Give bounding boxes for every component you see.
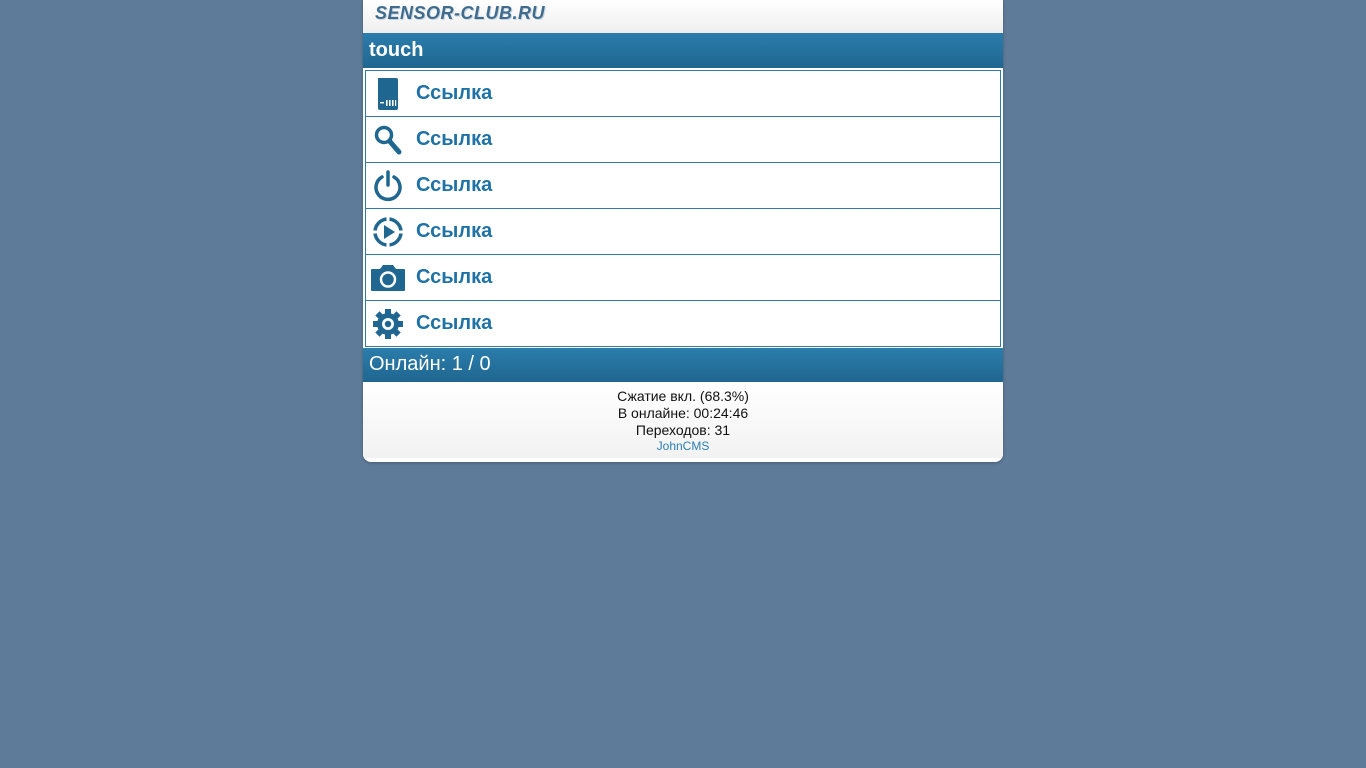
menu-item-label: Ссылка — [416, 312, 493, 334]
play-circle-icon — [370, 214, 406, 250]
compression-status: Сжатие вкл. (68.3%) — [617, 388, 749, 404]
menu-item-search[interactable] — [365, 116, 1001, 163]
power-icon — [370, 168, 406, 204]
menu-item-label: Ссылка — [416, 266, 493, 288]
menu-item-sd-card[interactable] — [365, 70, 1001, 117]
page-title-bar — [363, 33, 1003, 68]
online-count[interactable]: Онлайн: 1 / 0 — [369, 353, 491, 375]
menu-item-settings[interactable] — [365, 300, 1001, 347]
logo-bar — [363, 0, 1003, 33]
online-bar[interactable] — [363, 348, 1003, 382]
page-container — [363, 0, 1003, 462]
search-icon — [370, 122, 406, 158]
menu-item-power[interactable] — [365, 162, 1001, 209]
menu-item-label: Ссылка — [416, 220, 493, 242]
menu-item-play[interactable] — [365, 208, 1001, 255]
camera-icon — [370, 260, 406, 296]
page-title: touch — [369, 39, 424, 61]
johncms-link[interactable]: JohnCMS — [656, 439, 710, 453]
menu-item-label: Ссылка — [416, 82, 493, 104]
footer — [363, 382, 1003, 458]
menu-item-camera[interactable] — [365, 254, 1001, 301]
transitions-count: Переходов: 31 — [635, 422, 731, 438]
menu-item-label: Ссылка — [416, 128, 493, 150]
gear-icon — [370, 306, 406, 342]
sd-card-icon — [370, 76, 406, 112]
site-logo[interactable]: SENSOR-CLUB.RU — [375, 3, 546, 23]
menu-list — [363, 68, 1003, 348]
online-time: В онлайне: 00:24:46 — [617, 405, 749, 421]
menu-item-label: Ссылка — [416, 174, 493, 196]
